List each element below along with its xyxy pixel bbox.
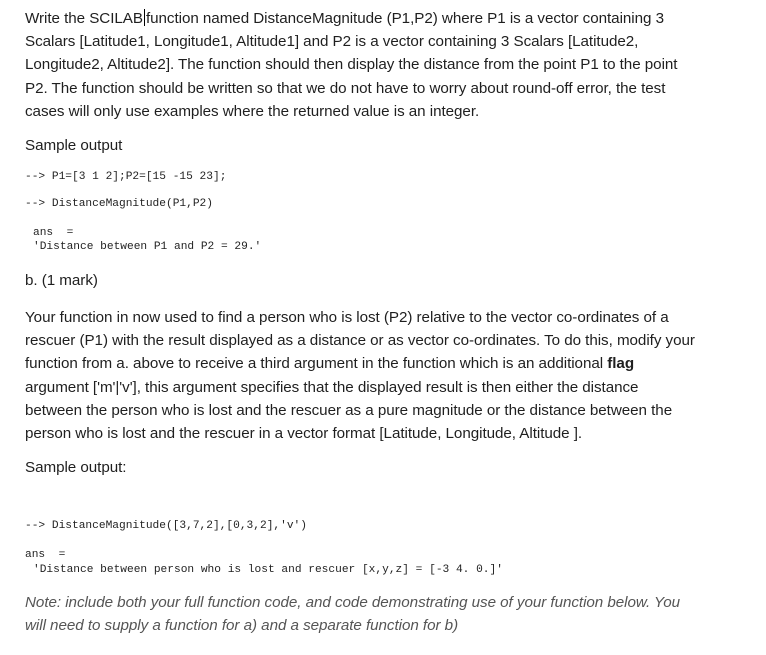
console-ans-label: ans = xyxy=(25,549,66,561)
text-cursor xyxy=(144,9,145,26)
console-command-line: --> DistanceMagnitude(P1,P2) xyxy=(25,198,213,210)
part-b-line: rescuer (P1) with the result displayed as a distance or as vector co-ordinates. To do this, modify your xyxy=(25,332,695,350)
console-command-line: --> DistanceMagnitude([3,7,2],[0,3,2],'v') xyxy=(25,520,307,532)
part-b-line: person who is lost and the rescuer in a vector format [Latitude, Longitude, Altitude ]. xyxy=(25,425,583,443)
console-ans-value: 'Distance between P1 and P2 = 29.' xyxy=(33,241,262,253)
intro-line xyxy=(25,7,750,30)
intro-line: cases will only use examples where the returned value is an integer. xyxy=(25,102,480,120)
part-b-text: function from a. above to receive a third argument in the function which is an additional xyxy=(25,355,608,373)
part-b-heading: b. (1 mark) xyxy=(25,272,98,289)
console-command-line: --> P1=[3 1 2];P2=[15 -15 23]; xyxy=(25,171,227,183)
intro-line: P2. The function should be written so that we do not have to worry about round-off error, the test xyxy=(25,79,666,97)
note-paragraph xyxy=(25,591,750,637)
console-ans-label: ans = xyxy=(33,227,74,239)
intro-line: Longitude2, Altitude2]. The function should then display the distance from the point P1 to the point xyxy=(25,56,678,74)
sample-output-heading: Sample output xyxy=(25,137,123,154)
sample-output-heading: Sample output: xyxy=(25,459,127,476)
intro-paragraph xyxy=(25,7,750,123)
note-line: Note: include both your full function code, and code demonstrating use of your function below. You xyxy=(25,594,681,611)
part-b-line xyxy=(25,352,750,375)
part-b-paragraph xyxy=(25,306,750,445)
part-b-line: argument ['m'|'v'], this argument specifies that the displayed result is then either the distance xyxy=(25,378,639,396)
flag-keyword: flag xyxy=(607,355,635,373)
intro-line: Scalars [Latitude1, Longitude1, Altitude1] and P2 is a vector containing 3 Scalars [Latitude2, xyxy=(25,33,639,51)
part-b-line: between the person who is lost and the rescuer as a pure magnitude or the distance between the xyxy=(25,401,673,419)
part-b-line: Your function in now used to find a person who is lost (P2) relative to the vector co-ordinates of a xyxy=(25,309,669,326)
intro-text-before-cursor: Write the SCILAB xyxy=(25,10,143,27)
intro-text-after-cursor: function named DistanceMagnitude (P1,P2) where P1 is a vector containing 3 xyxy=(145,10,664,27)
note-line: will need to supply a function for a) and a separate function for b) xyxy=(25,617,459,635)
console-ans-value: 'Distance between person who is lost and rescuer [x,y,z] = [-3 4. 0.]' xyxy=(33,564,503,576)
